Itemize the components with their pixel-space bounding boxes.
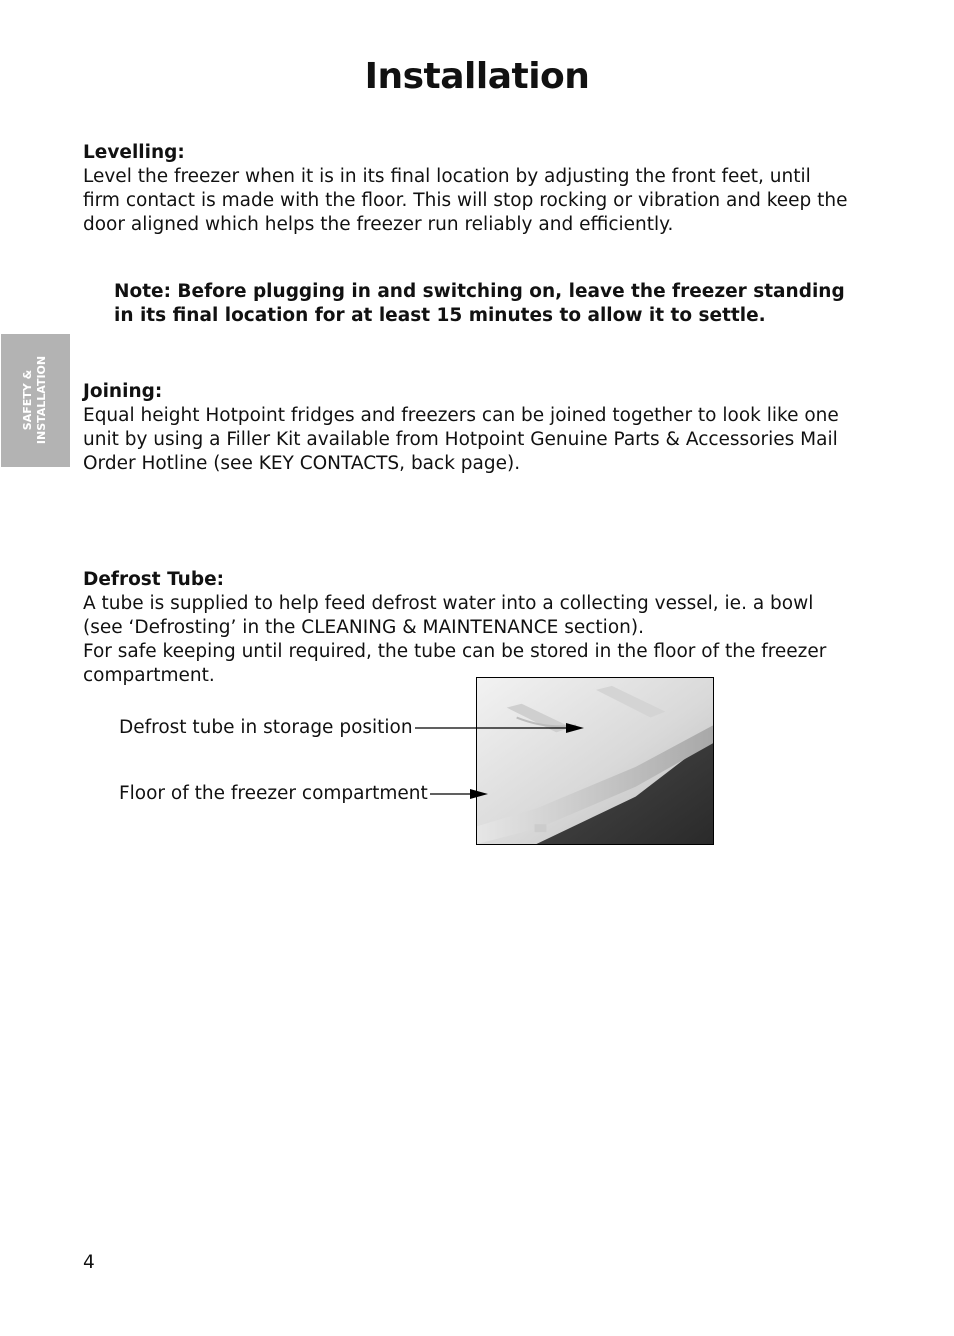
side-tab [1, 334, 70, 467]
page-number: 4 [83, 1252, 95, 1273]
label-freezer-floor: Floor of the freezer compartment [119, 783, 428, 804]
freezer-floor-photo [476, 677, 714, 845]
levelling-section [83, 141, 853, 237]
defrost-tube-section [83, 568, 853, 688]
side-tab-label: SAFETY & INSTALLATION [21, 355, 48, 445]
settle-note: Note: Before plugging in and switching on, leave the freezer standing in its final location for at least 15 minutes to allow it to settle. [114, 280, 845, 326]
label-defrost-tube: Defrost tube in storage position [119, 717, 413, 738]
levelling-body: Level the freezer when it is in its final location by adjusting the front feet, until firm contact is made with the floor. This will stop rocking or vibration and keep the door aligned which helps the freezer run reliably and efficiently. [83, 166, 848, 235]
defrost-tube-body-2: For safe keeping until required, the tube can be stored in the floor of the freezer compartment. [83, 641, 827, 686]
joining-section [83, 380, 853, 476]
joining-body: Equal height Hotpoint fridges and freezers can be joined together to look like one unit by using a Filler Kit available from Hotpoint Genuine Parts & Accessories Mail Order Hotline (see KEY CONTACTS, back page). [83, 405, 839, 474]
defrost-tube-heading: Defrost Tube: [83, 569, 225, 590]
joining-heading: Joining: [83, 381, 163, 402]
levelling-heading: Levelling: [83, 142, 185, 163]
page-title: Installation [364, 56, 590, 97]
defrost-tube-body-1: A tube is supplied to help feed defrost water into a collecting vessel, ie. a bowl (see ‘Defrosting’ in the CLEANING & MAINTENANCE section). [83, 593, 814, 638]
